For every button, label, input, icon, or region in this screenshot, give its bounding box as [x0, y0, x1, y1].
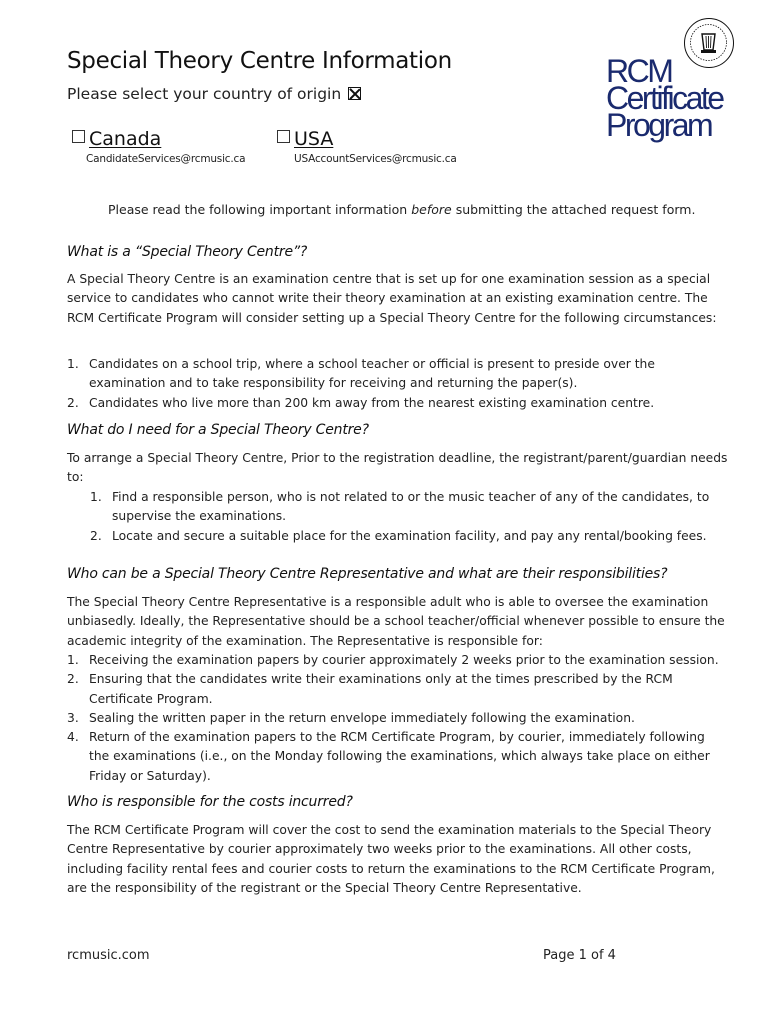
- list-item-line: the examinations (i.e., on the Monday following the examinations, which always take place on either: [89, 749, 710, 764]
- intro-line: Centre Representative by courier approximately two weeks prior to the examinations. All other costs,: [67, 842, 692, 857]
- list-item-line: examination and to take responsibility for receiving and returning the paper(s).: [89, 376, 578, 391]
- list-item: [67, 728, 719, 786]
- logo-line: RCM: [606, 53, 672, 89]
- section-heading: What do I need for a Special Theory Centre?: [67, 422, 369, 438]
- logo-line: Certificate: [606, 80, 723, 116]
- notice-before: Please read the following important information: [108, 202, 408, 217]
- country-option-usa[interactable]: [277, 128, 333, 150]
- list-item: [67, 670, 719, 709]
- list-number: 2.: [90, 528, 102, 543]
- section-intro: [67, 270, 716, 328]
- country-prompt: [67, 85, 361, 103]
- list-item-line: Friday or Saturday).: [89, 768, 211, 783]
- intro-line: including facility rental fees and courier costs to return the examinations to the RCM Certificate Program,: [67, 861, 715, 876]
- page-title: Special Theory Centre Information: [67, 48, 452, 74]
- list-number: 2.: [67, 672, 79, 687]
- list-item-line: supervise the examinations.: [112, 509, 287, 524]
- important-notice: [108, 202, 695, 217]
- intro-line: A Special Theory Centre is an examination centre that is set up for one examination session as a special: [67, 272, 711, 286]
- list-item-line: Receiving the examination papers by courier approximately 2 weeks prior to the examination session.: [89, 653, 719, 667]
- canada-email[interactable]: CandidateServices@rcmusic.ca: [86, 153, 246, 165]
- country-prompt-text: Please select your country of origin: [67, 85, 342, 103]
- list-number: 1.: [67, 357, 79, 371]
- list-number: 3.: [67, 710, 79, 725]
- section-heading: What is a “Special Theory Centre”?: [67, 244, 308, 260]
- intro-line: The RCM Certificate Program will cover the cost to send the examination materials to the Special Theory: [67, 823, 712, 837]
- list-item: [67, 709, 719, 728]
- rcm-certificate-program-logo: [606, 53, 723, 143]
- list-item-line: Certificate Program.: [89, 691, 213, 706]
- list-item-line: Candidates on a school trip, where a school teacher or official is present to preside over the: [89, 357, 655, 371]
- logo-line: Program: [606, 107, 712, 143]
- usa-checkbox[interactable]: [277, 130, 290, 143]
- section-heading: Who can be a Special Theory Centre Representative and what are their responsibilities?: [67, 566, 668, 582]
- section-heading: Who is responsible for the costs incurred?: [67, 794, 353, 810]
- page-number: Page 1 of 4: [543, 948, 616, 963]
- country-prompt-checkbox[interactable]: [348, 87, 361, 100]
- intro-line: academic integrity of the examination. The Representative is responsible for:: [67, 633, 543, 648]
- footer-site-link[interactable]: rcmusic.com: [67, 948, 150, 963]
- intro-line: To arrange a Special Theory Centre, Prior to the registration deadline, the registrant/parent/guardian needs: [67, 451, 728, 465]
- section-list: [67, 651, 719, 786]
- intro-line: RCM Certificate Program will consider setting up a Special Theory Centre for the following circumstances:: [67, 310, 717, 325]
- intro-line: unbiasedly. Ideally, the Representative should be a school teacher/official whenever possible to ensure the: [67, 614, 725, 629]
- list-number: 1.: [90, 490, 102, 504]
- intro-line: service to candidates who cannot write their theory examination at an existing examination centre. The: [67, 291, 708, 306]
- usa-email[interactable]: USAccountServices@rcmusic.ca: [294, 153, 457, 165]
- list-item: [67, 394, 655, 413]
- section-intro: [67, 449, 727, 488]
- section-intro: [67, 593, 725, 651]
- list-item: [90, 527, 709, 546]
- notice-after: submitting the attached request form.: [455, 202, 696, 217]
- section-list: [67, 355, 655, 413]
- list-item-line: Find a responsible person, who is not related to or the music teacher of any of the candidates, to: [112, 490, 710, 504]
- list-item-line: Return of the examination papers to the RCM Certificate Program, by courier, immediately following: [89, 730, 705, 745]
- list-item: [67, 355, 655, 394]
- intro-line: The Special Theory Centre Representative is a responsible adult who is able to oversee the examination: [67, 595, 709, 609]
- notice-emphasis: before: [411, 202, 452, 217]
- list-item-line: Locate and secure a suitable place for the examination facility, and pay any rental/booking fees.: [112, 528, 707, 543]
- canada-checkbox[interactable]: [72, 130, 85, 143]
- list-item-line: Sealing the written paper in the return envelope immediately following the examination.: [89, 710, 635, 725]
- list-number: 2.: [67, 395, 79, 410]
- list-number: 1.: [67, 653, 79, 667]
- canada-label: Canada: [89, 128, 162, 150]
- section-list: [90, 488, 709, 546]
- list-item: [67, 651, 719, 670]
- section-intro: [67, 821, 715, 898]
- intro-line: to:: [67, 470, 84, 485]
- country-option-canada[interactable]: [72, 128, 161, 150]
- usa-label: USA: [294, 128, 334, 150]
- list-item: [90, 488, 709, 527]
- list-number: 4.: [67, 730, 79, 745]
- list-item-line: Ensuring that the candidates write their examinations only at the times prescribed by the RCM: [89, 672, 673, 687]
- list-item-line: Candidates who live more than 200 km away from the nearest existing examination centre.: [89, 395, 655, 410]
- intro-line: are the responsibility of the registrant or the Special Theory Centre Representative.: [67, 880, 582, 895]
